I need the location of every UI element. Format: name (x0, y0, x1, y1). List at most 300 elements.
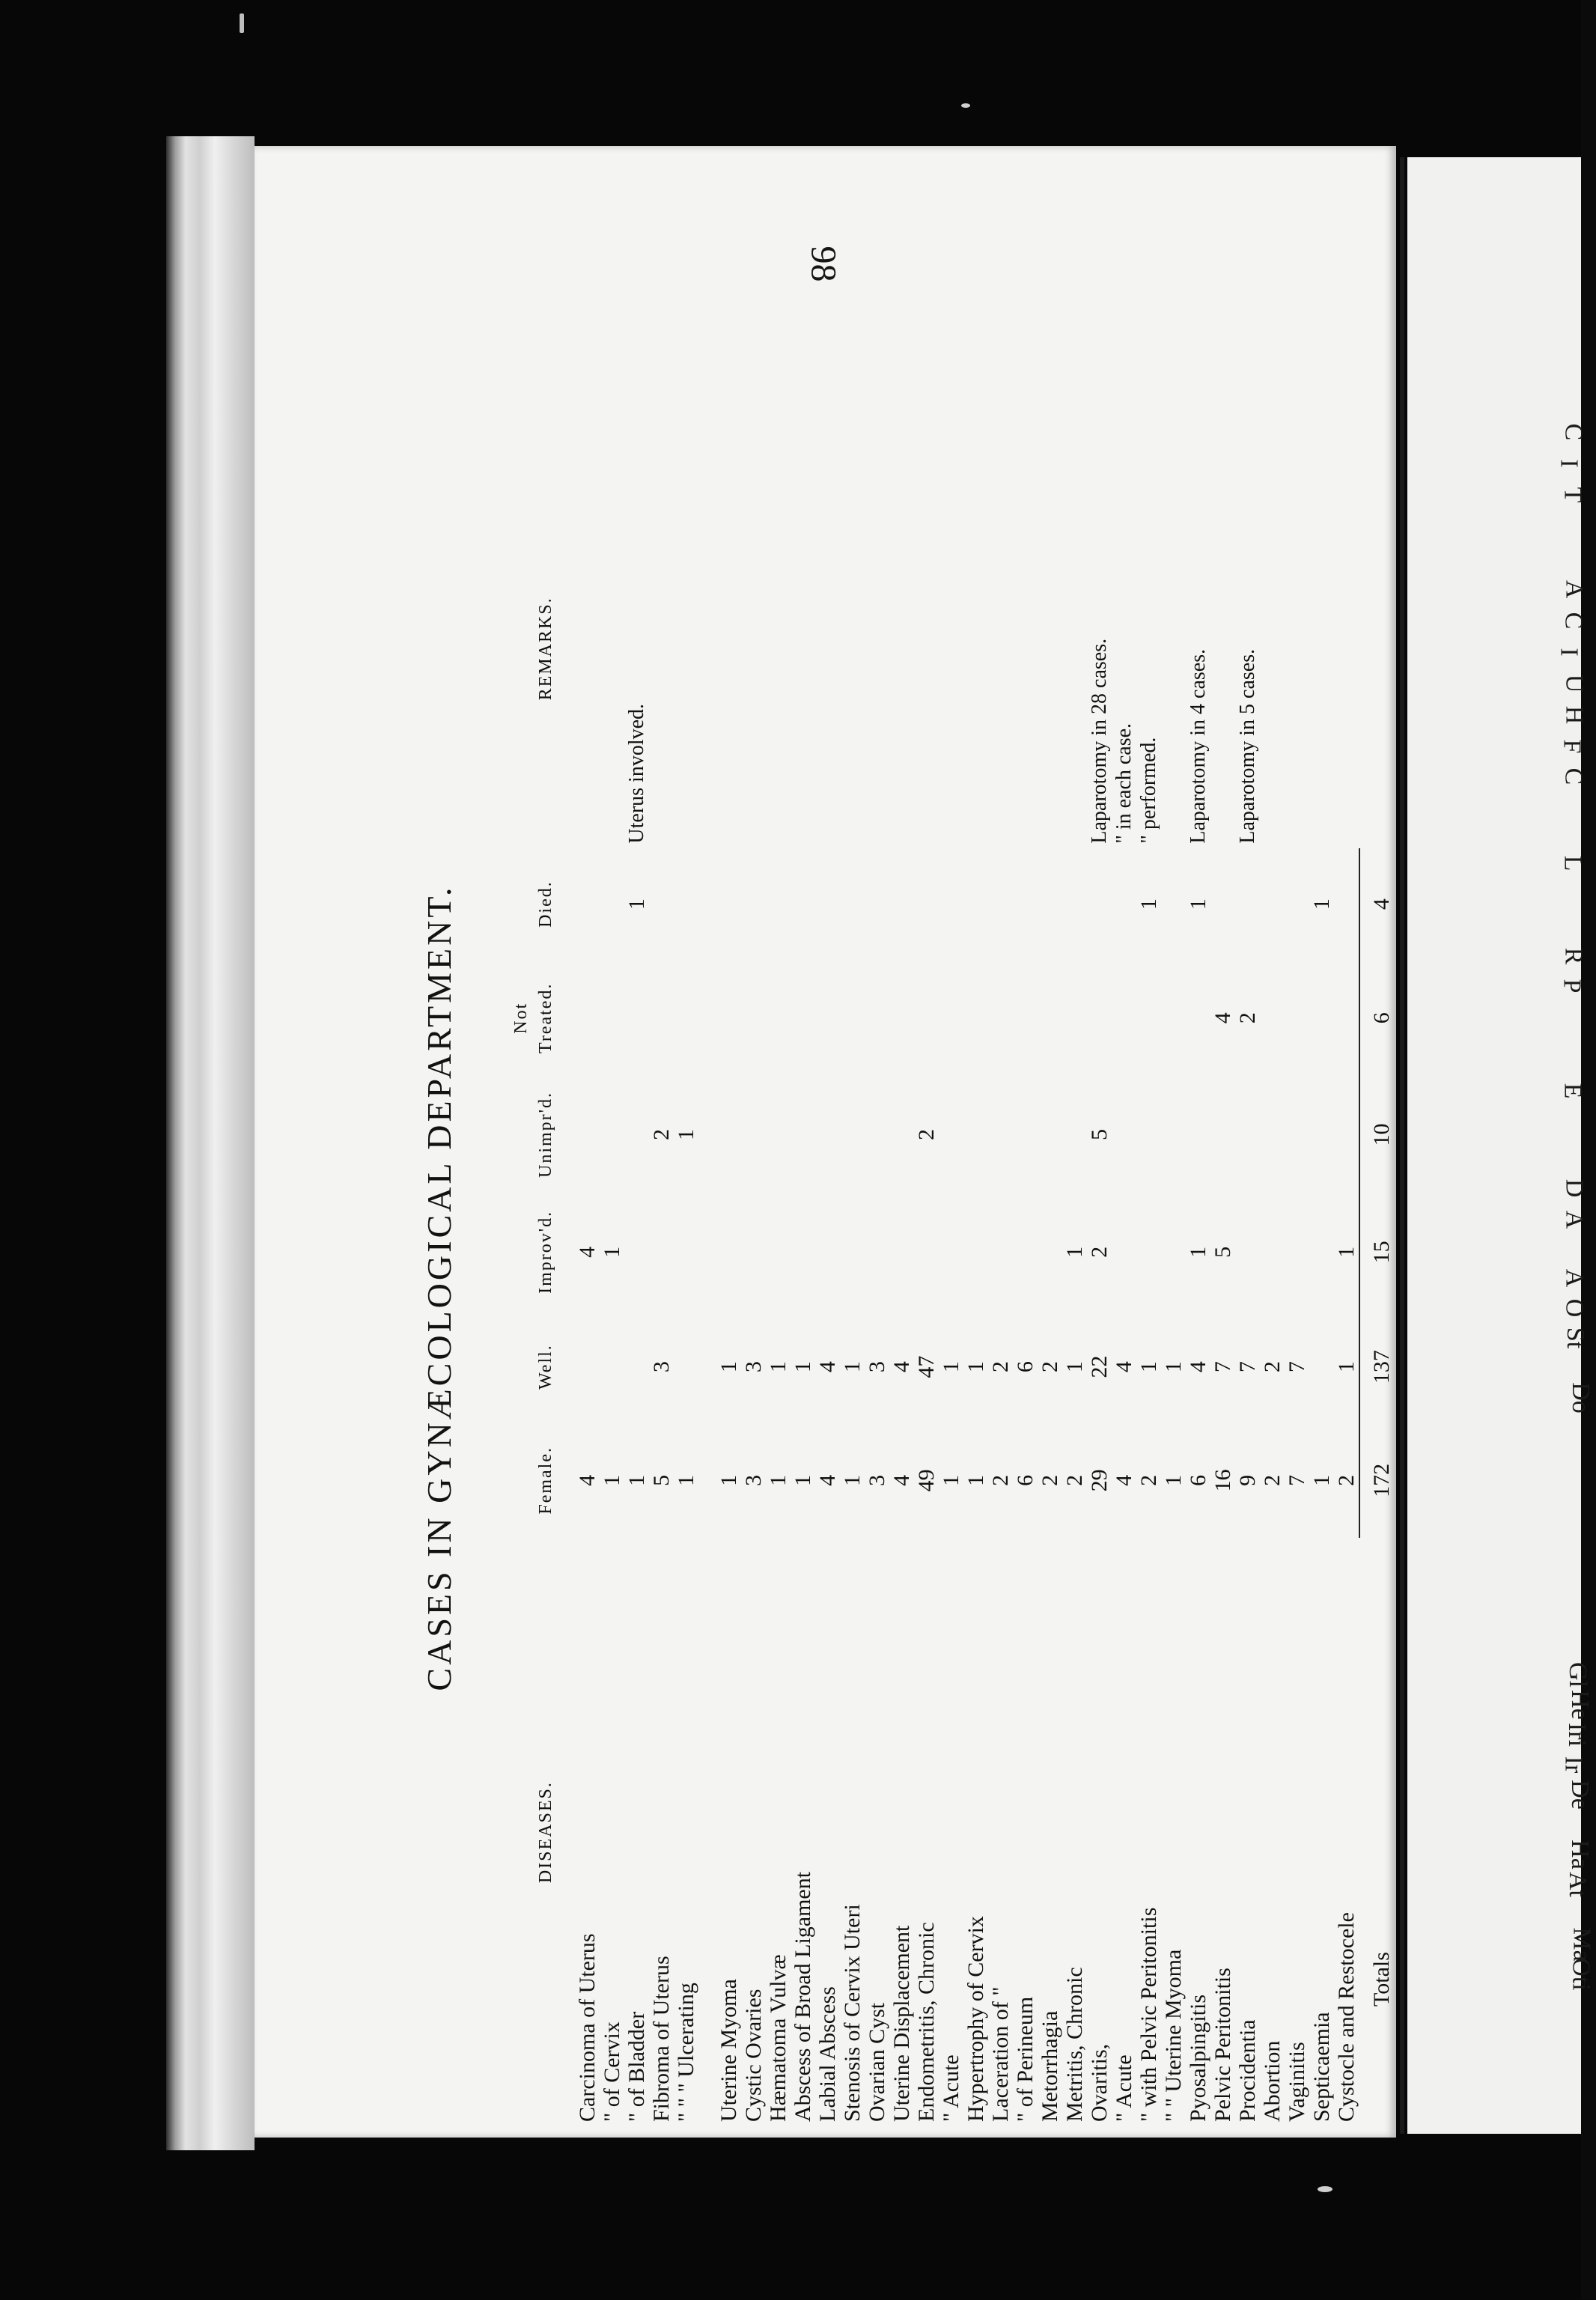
died-cell (716, 848, 741, 961)
improved-cell (741, 1193, 766, 1311)
truncated-letter: O (1560, 1298, 1589, 1318)
table-row (939, 449, 963, 2126)
remarks-cell (716, 449, 741, 848)
well-cell: 1 (1161, 1361, 1186, 1373)
remarks-cell (1309, 449, 1334, 848)
remarks-cell (575, 449, 600, 848)
table-row (1210, 449, 1235, 2126)
header-improved: Improv'd. (536, 1210, 555, 1294)
disease-cell: Carcinoma of Uterus (575, 1933, 600, 2122)
total-improved: 15 (1369, 1241, 1394, 1264)
remarks-cell: Laparotomy in 4 cases. (1187, 648, 1210, 844)
truncated-letter: I (1555, 648, 1583, 657)
died-cell (575, 848, 600, 961)
improved-cell (988, 1193, 1013, 1311)
disease-cell: Pelvic Peritonitis (1210, 1968, 1235, 2122)
unimproved-cell (766, 1076, 791, 1193)
table-row (815, 449, 840, 2126)
not-treated-cell (939, 961, 963, 1076)
well-cell: 4 (889, 1361, 914, 1373)
remarks-cell (674, 449, 698, 848)
unimproved-cell: 5 (1087, 1129, 1112, 1141)
not-treated-cell (1062, 961, 1087, 1076)
remarks-cell (1285, 449, 1309, 848)
truncated-letter: Iri (1563, 1722, 1592, 1747)
table-row (988, 449, 1013, 2126)
remarks-cell (815, 449, 840, 848)
remarks-cell (914, 449, 939, 848)
female-cell: 3 (741, 1474, 766, 1486)
well-cell (1309, 1311, 1334, 1423)
improved-cell (914, 1193, 939, 1311)
well-cell (624, 1311, 649, 1423)
improved-cell (840, 1193, 865, 1311)
disease-cell: Ovarian Cyst (865, 2002, 889, 2122)
disease-cell: Procidentia (1235, 2019, 1260, 2122)
remarks-cell (1038, 449, 1062, 848)
disease-cell: Septicaemia (1309, 2012, 1334, 2122)
well-cell: 2 (1260, 1361, 1285, 1373)
not-treated-cell (649, 961, 674, 1076)
table-row (791, 449, 815, 2126)
well-cell: 7 (1235, 1361, 1260, 1373)
not-treated-cell (1161, 961, 1186, 1076)
improved-cell (1309, 1193, 1334, 1311)
female-cell: 2 (1038, 1474, 1062, 1486)
improved-cell (1112, 1193, 1136, 1311)
died-cell (1038, 848, 1062, 961)
unimproved-cell (815, 1076, 840, 1193)
truncated-letter: H (1560, 705, 1589, 725)
not-treated-cell: 4 (1210, 1012, 1235, 1024)
remarks-cell (963, 449, 988, 848)
died-cell (1087, 848, 1112, 961)
total-unimproved: 10 (1369, 1123, 1394, 1146)
unimproved-cell (1235, 1076, 1260, 1193)
died-cell (1161, 848, 1186, 961)
improved-cell (939, 1193, 963, 1311)
right-page (1407, 157, 1581, 2134)
improved-cell (889, 1193, 914, 1311)
not-treated-cell (791, 961, 815, 1076)
disease-cell: Stenosis of Cervix Uteri (840, 1904, 865, 2122)
disease-cell: Vaginitis (1285, 2042, 1309, 2122)
died-cell (1210, 848, 1235, 961)
female-cell: 4 (1112, 1474, 1136, 1486)
unimproved-cell (624, 1076, 649, 1193)
header-unimproved: Unimpr'd. (536, 1092, 555, 1178)
not-treated-cell (889, 961, 914, 1076)
truncated-letter: St (1562, 1327, 1590, 1349)
well-cell: 1 (1334, 1361, 1359, 1373)
disease-cell: " with Pelvic Peritonitis (1136, 1907, 1161, 2122)
truncated-letter: At (1564, 1872, 1592, 1897)
disease-cell: " of Perineum (1013, 1996, 1038, 2122)
truncated-letter: A (1560, 1268, 1589, 1288)
truncated-letter: E (1559, 1083, 1587, 1099)
unimproved-cell (1013, 1076, 1038, 1193)
truncated-letter: D (1560, 1178, 1589, 1198)
female-cell: 1 (939, 1474, 963, 1486)
well-cell: 1 (963, 1361, 988, 1373)
disease-cell: Laceration of " (988, 1986, 1013, 2122)
remarks-cell (988, 449, 1013, 848)
table-row (649, 449, 674, 2126)
truncated-letter: Do (1566, 1382, 1595, 1414)
row-spacer (698, 449, 716, 2126)
died-cell (840, 848, 865, 961)
total-not-treated: 6 (1369, 1012, 1394, 1024)
died-cell (865, 848, 889, 961)
remarks-cell (1260, 449, 1285, 848)
died-cell (1112, 848, 1136, 961)
remarks-cell (1062, 449, 1087, 848)
unimproved-cell: 2 (914, 1129, 939, 1141)
table-header-row (509, 449, 575, 2126)
female-cell: 16 (1210, 1469, 1235, 1492)
unimproved-cell (1062, 1076, 1087, 1193)
page-number: 98 (803, 246, 844, 282)
not-treated-cell: 2 (1235, 1012, 1260, 1024)
unimproved-cell (1186, 1076, 1210, 1193)
well-cell: 1 (939, 1361, 963, 1373)
improved-cell: 1 (1186, 1246, 1210, 1258)
unimproved-cell (1038, 1076, 1062, 1193)
female-cell: 29 (1087, 1469, 1112, 1492)
died-cell (889, 848, 914, 961)
not-treated-cell (1334, 961, 1359, 1076)
unimproved-cell (1334, 1076, 1359, 1193)
rotated-table-region (419, 419, 1394, 2156)
well-cell (600, 1311, 624, 1423)
table-row (600, 449, 624, 2126)
table-row (865, 449, 889, 2126)
remarks-cell: " performed. (1137, 737, 1160, 844)
died-cell: 1 (624, 898, 649, 910)
truncated-letter: U (1560, 674, 1589, 693)
unimproved-cell: 1 (674, 1129, 698, 1141)
well-cell: 2 (988, 1361, 1013, 1373)
scan-speck (1318, 2186, 1332, 2192)
female-cell: 9 (1235, 1474, 1260, 1486)
disease-cell: Pyosalpingitis (1186, 1994, 1210, 2122)
improved-cell: 5 (1210, 1246, 1235, 1258)
table-row (1038, 449, 1062, 2126)
unimproved-cell: 2 (649, 1129, 674, 1141)
not-treated-cell (1186, 961, 1210, 1076)
disease-cell: Metritis, Chronic (1062, 1967, 1087, 2122)
unimproved-cell (1285, 1076, 1309, 1193)
remarks-cell (1334, 449, 1359, 848)
female-cell: 2 (1260, 1474, 1285, 1486)
female-cell: 4 (889, 1474, 914, 1486)
header-well: Well. (536, 1344, 555, 1390)
died-cell (741, 848, 766, 961)
remarks-cell (766, 449, 791, 848)
improved-cell (1161, 1193, 1186, 1311)
well-cell: 3 (649, 1361, 674, 1373)
unimproved-cell (1210, 1076, 1235, 1193)
table-content (419, 419, 1394, 2156)
died-cell: 1 (1136, 898, 1161, 910)
total-female: 172 (1369, 1463, 1394, 1497)
truncated-letter: C (1559, 767, 1588, 785)
died-cell (1235, 848, 1260, 961)
disease-cell: Fibroma of Uterus (649, 1956, 674, 2122)
total-well: 137 (1369, 1350, 1394, 1384)
truncated-letter: Gl (1564, 1662, 1592, 1688)
remarks-cell (791, 449, 815, 848)
well-cell: 4 (815, 1361, 840, 1373)
female-cell: 6 (1186, 1474, 1210, 1486)
table-row (1136, 449, 1161, 2126)
improved-cell: 1 (1062, 1246, 1087, 1258)
female-cell: 5 (649, 1474, 674, 1486)
table-row (1285, 449, 1309, 2126)
disease-cell: Hæmatoma Vulvæ (766, 1954, 791, 2122)
died-cell (600, 848, 624, 961)
table-row (963, 449, 988, 2126)
well-cell (575, 1311, 600, 1423)
well-cell: 1 (766, 1361, 791, 1373)
female-cell: 1 (840, 1474, 865, 1486)
unimproved-cell (716, 1076, 741, 1193)
table-row (889, 449, 914, 2126)
disease-cell: Uterine Myoma (716, 1979, 741, 2122)
female-cell: 1 (600, 1474, 624, 1486)
truncated-letter: P (1558, 979, 1586, 994)
not-treated-cell (674, 961, 698, 1076)
female-cell: 2 (1136, 1474, 1161, 1486)
unimproved-cell (963, 1076, 988, 1193)
remarks-cell (1161, 449, 1186, 848)
unimproved-cell (741, 1076, 766, 1193)
female-cell: 2 (1062, 1474, 1087, 1486)
disease-cell: Labial Abscess (815, 1986, 840, 2122)
table-row (1062, 449, 1087, 2126)
remarks-cell (1013, 449, 1038, 848)
improved-cell (674, 1193, 698, 1311)
truncated-letter: He (1565, 1690, 1594, 1720)
totals-label: Totals (1368, 1952, 1394, 2007)
disease-cell: " of Cervix (600, 2021, 624, 2122)
truncated-letter: F (1558, 739, 1586, 754)
truncated-letter: T (1559, 487, 1587, 503)
table-row (1112, 449, 1136, 2126)
not-treated-cell (1087, 961, 1112, 1076)
not-treated-cell (741, 961, 766, 1076)
well-cell (674, 1311, 698, 1423)
female-cell: 1 (1309, 1474, 1334, 1486)
disease-cell: Abscess of Broad Ligament (791, 1871, 815, 2122)
not-treated-cell (1285, 961, 1309, 1076)
book-gutter (1400, 157, 1404, 2134)
improved-cell (1285, 1193, 1309, 1311)
disease-cell: " Acute (939, 2054, 963, 2122)
page-title: CASES IN GYNÆCOLOGICAL DEPARTMENT. (420, 884, 458, 1691)
female-cell: 1 (674, 1474, 698, 1486)
unimproved-cell (791, 1076, 815, 1193)
well-cell: 1 (716, 1361, 741, 1373)
disease-cell: Metorrhagia (1038, 2010, 1062, 2122)
well-cell: 6 (1013, 1361, 1038, 1373)
remarks-cell (889, 449, 914, 848)
improved-cell (963, 1193, 988, 1311)
disease-cell: Cystocle and Restocele (1334, 1912, 1359, 2122)
truncated-letter: Oti (1567, 1958, 1595, 1991)
female-cell: 1 (791, 1474, 815, 1486)
female-cell: 1 (963, 1474, 988, 1486)
female-cell: 1 (1161, 1474, 1186, 1486)
improved-cell (1013, 1193, 1038, 1311)
died-cell (766, 848, 791, 961)
not-treated-cell (840, 961, 865, 1076)
died-cell (791, 848, 815, 961)
not-treated-cell (624, 961, 649, 1076)
remarks-cell (600, 449, 624, 848)
not-treated-cell (865, 961, 889, 1076)
improved-cell (865, 1193, 889, 1311)
female-cell: 1 (766, 1474, 791, 1486)
died-cell: 1 (1309, 898, 1334, 910)
header-diseases: DISEASES. (536, 1781, 555, 1884)
unimproved-cell (1309, 1076, 1334, 1193)
table-row (840, 449, 865, 2126)
female-cell: 4 (815, 1474, 840, 1486)
not-treated-cell (914, 961, 939, 1076)
totals-remarks (1359, 449, 1394, 848)
unimproved-cell (1136, 1076, 1161, 1193)
not-treated-cell (1112, 961, 1136, 1076)
improved-cell: 4 (575, 1246, 600, 1258)
truncated-letter: De (1565, 1780, 1594, 1810)
female-cell: 1 (716, 1474, 741, 1486)
table-row (1087, 449, 1112, 2126)
truncated-letter: Ma (1568, 1927, 1596, 1962)
table-row (741, 449, 766, 2126)
unimproved-cell (988, 1076, 1013, 1193)
disease-cell: Endometritis, Chronic (914, 1922, 939, 2122)
disease-cell: Uterine Displacement (889, 1925, 914, 2122)
not-treated-cell (1260, 961, 1285, 1076)
unimproved-cell (1260, 1076, 1285, 1193)
unimproved-cell (865, 1076, 889, 1193)
improved-cell (815, 1193, 840, 1311)
well-cell: 2 (1038, 1361, 1062, 1373)
female-cell: 7 (1285, 1474, 1309, 1486)
not-treated-cell (575, 961, 600, 1076)
truncated-letter: I (1555, 459, 1583, 468)
improved-cell (1260, 1193, 1285, 1311)
table-row (624, 449, 649, 2126)
female-cell: 4 (575, 1474, 600, 1486)
remarks-cell: Uterus involved. (625, 703, 648, 844)
well-cell: 7 (1210, 1361, 1235, 1373)
remarks-cell (939, 449, 963, 848)
not-treated-cell (1038, 961, 1062, 1076)
improved-cell (649, 1193, 674, 1311)
well-cell: 1 (1062, 1361, 1087, 1373)
table-row (1260, 449, 1285, 2126)
disease-cell: " Acute (1112, 2054, 1136, 2122)
remarks-cell (840, 449, 865, 848)
died-cell (674, 848, 698, 961)
not-treated-cell (1136, 961, 1161, 1076)
remarks-cell: Laparotomy in 28 cases. (1088, 638, 1111, 844)
unimproved-cell (575, 1076, 600, 1193)
not-treated-cell (1309, 961, 1334, 1076)
female-cell: 3 (865, 1474, 889, 1486)
disease-cell: " of Bladder (624, 2011, 649, 2122)
scan-speck (240, 13, 244, 33)
unimproved-cell (1161, 1076, 1186, 1193)
improved-cell (1038, 1193, 1062, 1311)
table-row (914, 449, 939, 2126)
not-treated-cell (988, 961, 1013, 1076)
improved-cell (1235, 1193, 1260, 1311)
not-treated-cell (716, 961, 741, 1076)
unimproved-cell (889, 1076, 914, 1193)
truncated-letter: A (1560, 579, 1589, 599)
header-remarks: REMARKS. (536, 597, 555, 701)
improved-cell (624, 1193, 649, 1311)
header-died: Died. (536, 880, 555, 928)
died-cell (1285, 848, 1309, 961)
well-cell: 22 (1087, 1355, 1112, 1378)
well-cell: 4 (1186, 1361, 1210, 1373)
table-row (716, 449, 741, 2126)
well-cell: 4 (1112, 1361, 1136, 1373)
remarks-cell (865, 449, 889, 848)
died-cell: 1 (1186, 898, 1210, 910)
died-cell (649, 848, 674, 961)
disease-cell: " " " Ulcerating (674, 1983, 698, 2122)
truncated-letter: A (1560, 1210, 1589, 1229)
female-cell: 6 (1013, 1474, 1038, 1486)
improved-cell (716, 1193, 741, 1311)
unimproved-cell (1112, 1076, 1136, 1193)
died-cell (988, 848, 1013, 961)
unimproved-cell (840, 1076, 865, 1193)
cases-table (509, 449, 1394, 2126)
disease-cell: Ovaritis, (1087, 2043, 1112, 2122)
unimproved-cell (600, 1076, 624, 1193)
header-not-treated: Not Treated. (511, 982, 555, 1053)
truncated-letter: R (1559, 947, 1588, 965)
female-cell: 2 (988, 1474, 1013, 1486)
well-cell: 1 (791, 1361, 815, 1373)
remarks-cell (1210, 449, 1235, 848)
totals-row (1359, 449, 1394, 2126)
improved-cell (1136, 1193, 1161, 1311)
table-row (766, 449, 791, 2126)
died-cell (1334, 848, 1359, 961)
died-cell (914, 848, 939, 961)
female-cell: 2 (1334, 1474, 1359, 1486)
unimproved-cell (939, 1076, 963, 1193)
died-cell (963, 848, 988, 961)
improved-cell: 1 (1334, 1246, 1359, 1258)
scan-speck (961, 103, 970, 108)
table-row (1309, 449, 1334, 2126)
table-row (674, 449, 698, 2126)
right-page-truncated-text (1555, 419, 1596, 1991)
well-cell: 3 (741, 1361, 766, 1373)
header-female: Female. (536, 1446, 555, 1515)
disease-cell: Cystic Ovaries (741, 1989, 766, 2122)
not-treated-cell (963, 961, 988, 1076)
died-cell (815, 848, 840, 961)
